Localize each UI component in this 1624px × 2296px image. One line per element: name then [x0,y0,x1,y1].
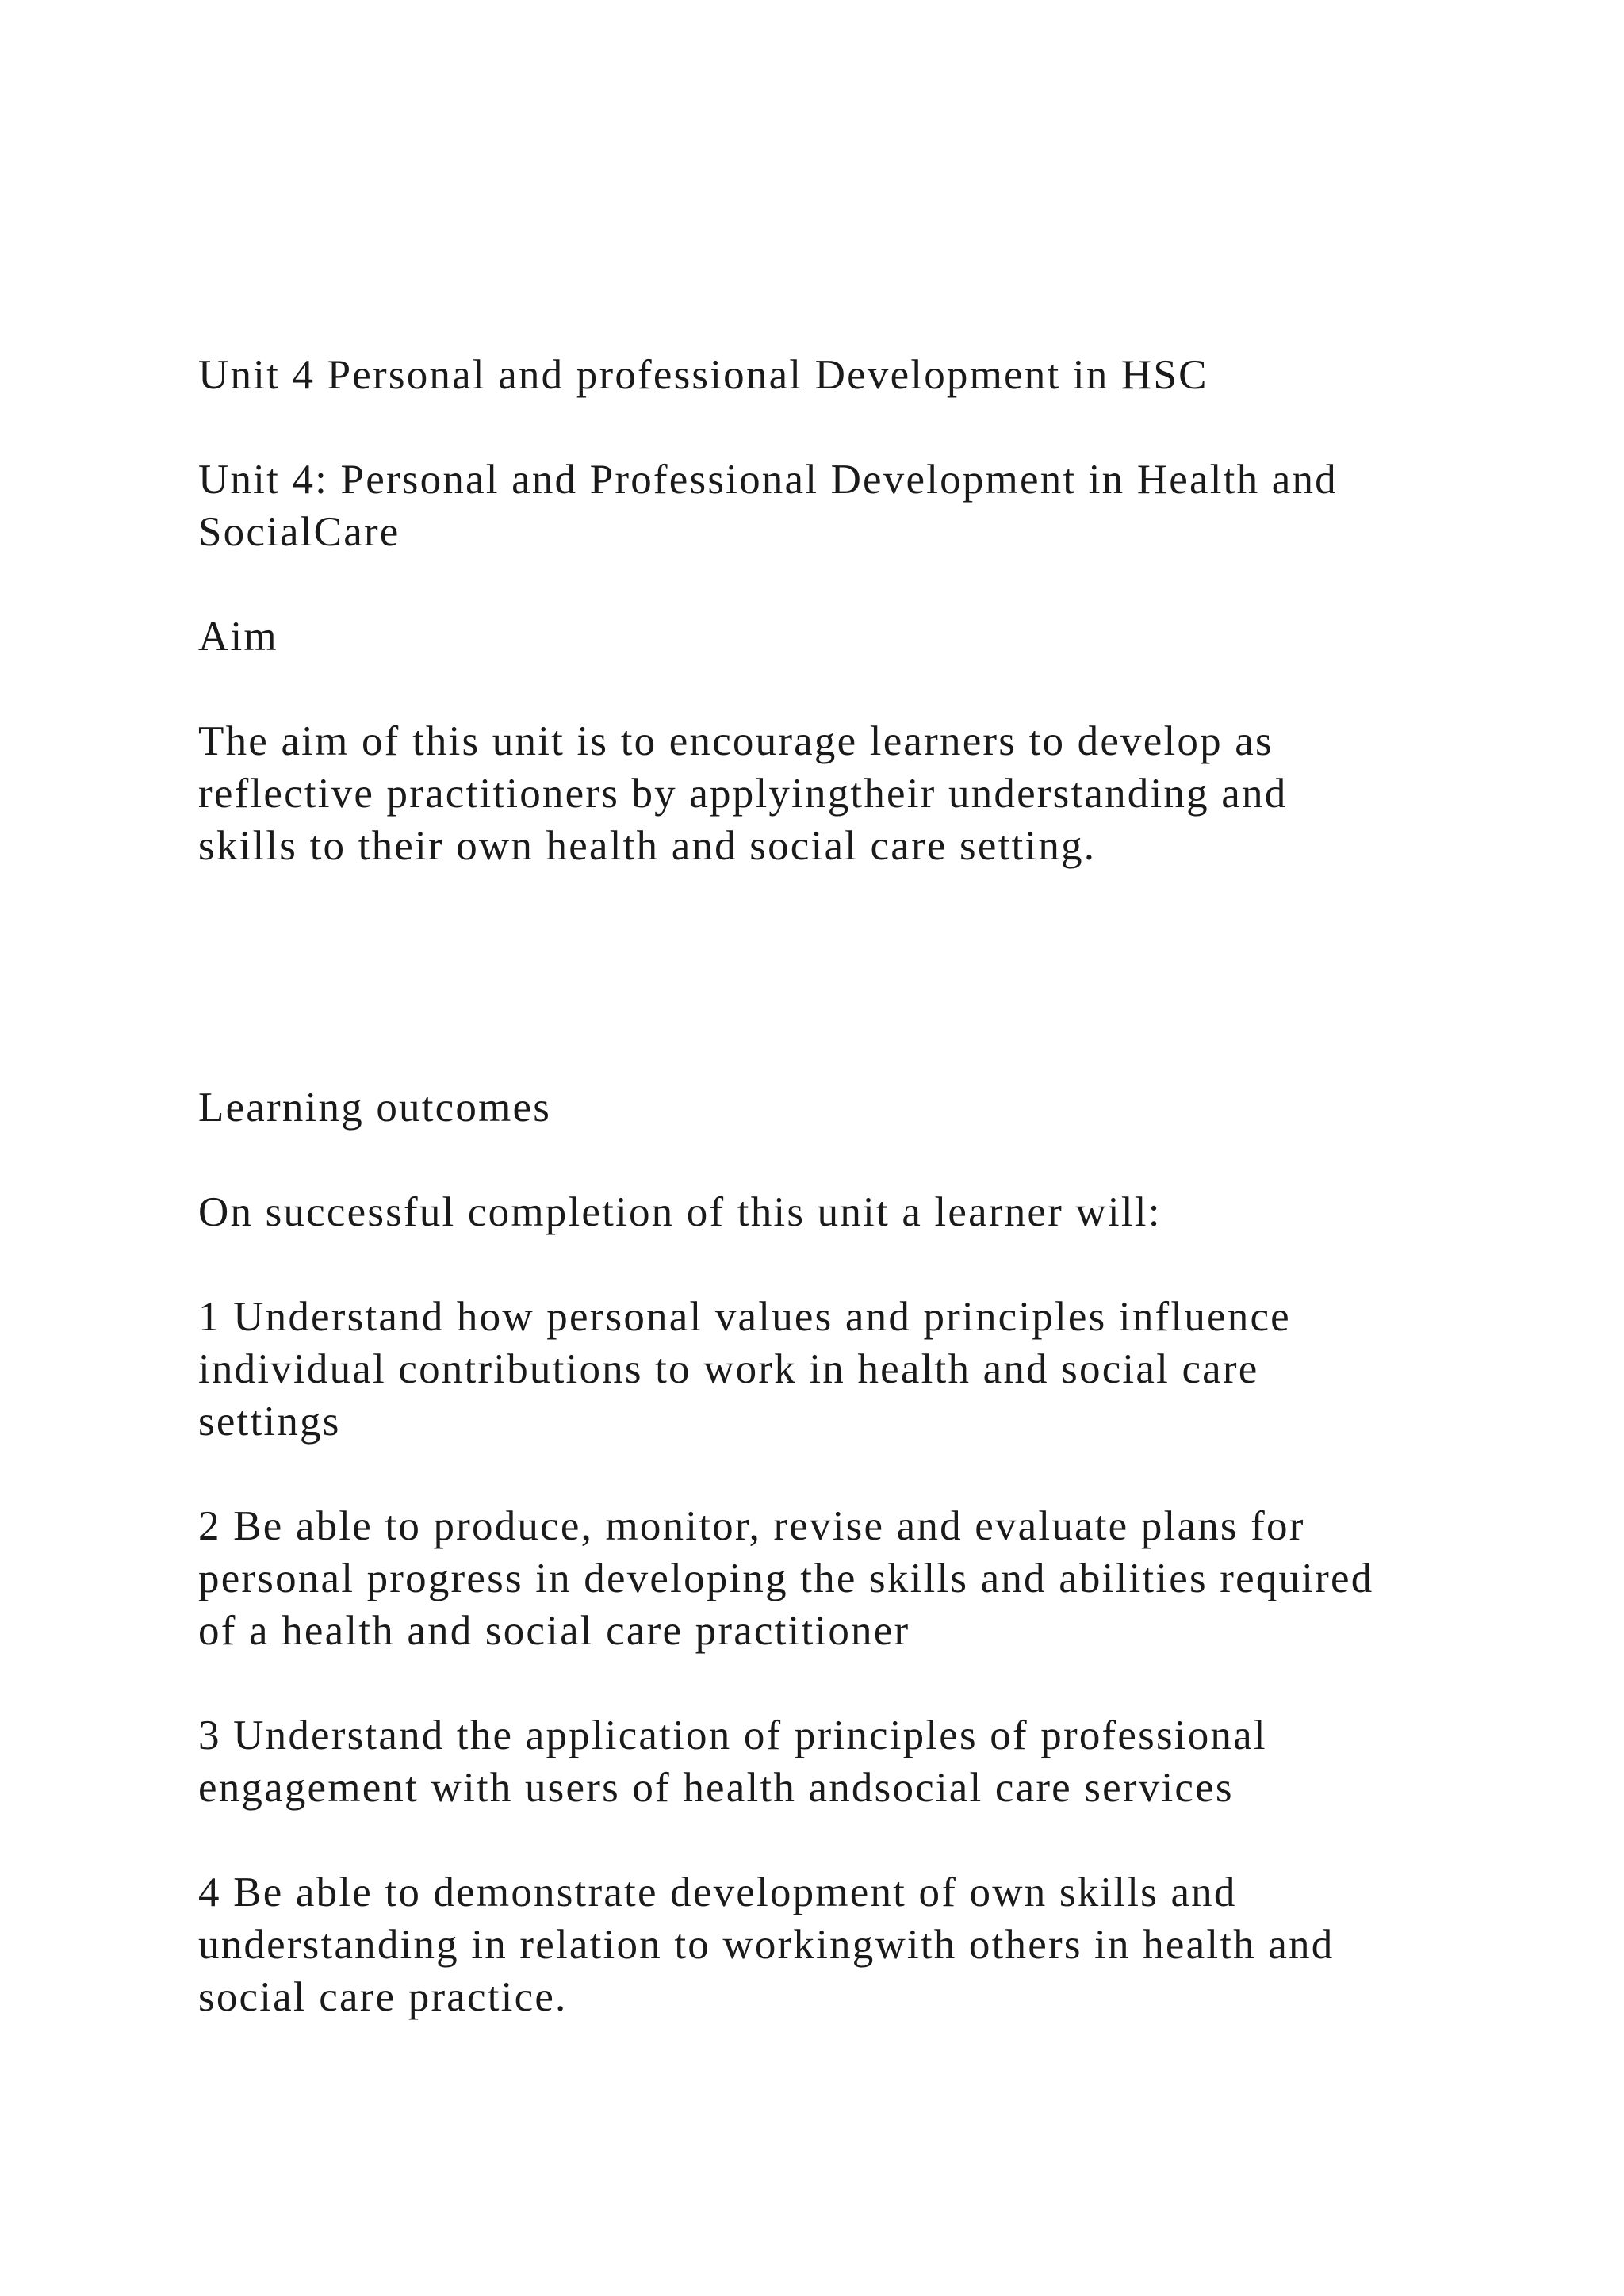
unit-heading [198,453,1499,558]
outcome-item-1 [198,1291,1499,1448]
outcome-line: individual contributions to work in health and social care [198,1346,1259,1392]
outcomes-intro [198,1186,1499,1238]
outcomes-intro-line: On successful completion of this unit a learner will: [198,1189,1162,1235]
document-title [198,349,1499,401]
outcome-line: 1 Understand how personal values and principles influence [198,1294,1291,1340]
outcome-item-3 [198,1709,1499,1814]
aim-line: skills to their own health and social care setting. [198,823,1097,869]
unit-heading-line: Unit 4: Personal and Professional Development in Health and [198,457,1338,503]
aim-line: The aim of this unit is to encourage learners to develop as [198,718,1274,764]
outcome-line: of a health and social care practitioner [198,1608,910,1654]
outcome-line: settings [198,1399,341,1445]
outcome-line: 3 Understand the application of principles of professional [198,1712,1267,1758]
unit-heading-line: SocialCare [198,509,400,555]
section-spacer [198,924,1499,1081]
outcome-line: 2 Be able to produce, monitor, revise and evaluate plans for [198,1503,1305,1549]
document-body [198,349,1499,2076]
aim-paragraph [198,715,1499,872]
aim-heading [198,610,1499,663]
outcome-line: understanding in relation to workingwith others in health and [198,1922,1335,1968]
outcome-line: personal progress in developing the skills and abilities required [198,1556,1374,1601]
title-line: Unit 4 Personal and professional Development in HSC [198,352,1208,398]
outcome-item-4 [198,1866,1499,2023]
aim-heading-line: Aim [198,614,278,660]
outcomes-heading-line: Learning outcomes [198,1085,552,1131]
outcome-line: engagement with users of health andsocial care services [198,1765,1234,1811]
outcomes-heading [198,1081,1499,1134]
outcome-line: social care practice. [198,1974,568,2020]
aim-line: reflective practitioners by applyingtheir understanding and [198,771,1288,817]
outcome-line: 4 Be able to demonstrate development of own skills and [198,1869,1237,1915]
outcome-item-2 [198,1500,1499,1657]
